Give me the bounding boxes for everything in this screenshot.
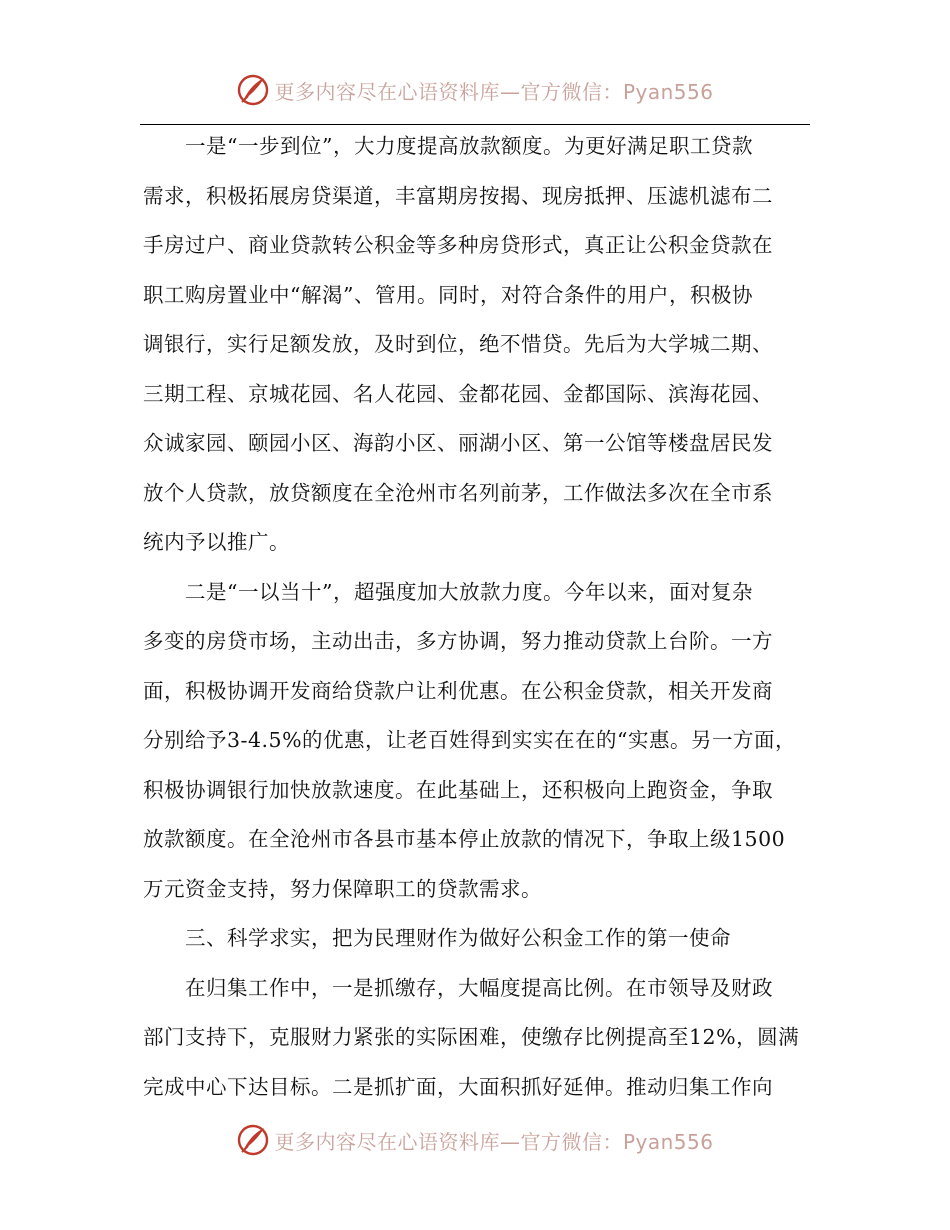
text-line: 手房过户、商业贷款转公积金等多种房贷形式，真正让公积金贷款在 — [143, 233, 773, 257]
quill-pen-in-circle-icon — [236, 1123, 270, 1157]
text-line: 部门支持下，克服财力紧张的实际困难，使缴存比例提高至12%，圆满 — [143, 1025, 800, 1049]
header-banner — [0, 70, 950, 110]
text-line: 完成中心下达目标。二是抓扩面，大面积抓好延伸。推动归集工作向 — [143, 1074, 773, 1099]
text-line: 多变的房贷市场，主动出击，多方协调，努力推动贷款上台阶。一方 — [143, 629, 773, 653]
text-line: 职工购房置业中“解渴”、管用。同时，对符合条件的用户，积极协 — [143, 282, 753, 307]
text-line: 面，积极协调开发商给贷款户让利优惠。在公积金贷款，相关开发商 — [143, 678, 773, 703]
quill-pen-in-circle-icon — [236, 73, 270, 107]
text-line: 在归集工作中，一是抓缴存，大幅度提高比例。在市领导及财政 — [185, 975, 773, 1000]
section-heading: 三、科学求实，把为民理财作为做好公积金工作的第一使命 — [185, 926, 731, 950]
text-line: 三期工程、京城花园、名人花园、金都花园、金都国际、滨海花园、 — [143, 381, 773, 406]
text-line: 万元资金支持，努力保障职工的贷款需求。 — [143, 876, 542, 901]
footer-banner — [0, 1120, 950, 1160]
text-line: 调银行，实行足额发放，及时到位，绝不惜贷。先后为大学城二期、 — [143, 332, 773, 356]
header-banner-text: 更多内容尽在心语资料库—官方微信：Pyan556 — [274, 79, 714, 104]
text-line: 积极协调银行加快放款速度。在此基础上，还积极向上跑资金，争取 — [143, 777, 773, 802]
document-body — [143, 122, 808, 1112]
text-line: 众诚家园、颐园小区、海韵小区、丽湖小区、第一公馆等楼盘居民发 — [143, 431, 773, 455]
text-line: 二是“一以当十”，超强度加大放款力度。今年以来，面对复杂 — [185, 579, 753, 604]
text-line: 分别给予3-4.5%的优惠，让老百姓得到实实在在的“实惠。另一方面， — [143, 728, 797, 752]
text-line: 一是“一步到位”，大力度提高放款额度。为更好满足职工贷款 — [185, 134, 753, 158]
text-line: 统内予以推广。 — [143, 530, 290, 554]
text-line: 需求，积极拓展房贷渠道，丰富期房按揭、现房抵押、压滤机滤布二 — [143, 183, 773, 208]
footer-banner-text: 更多内容尽在心语资料库—官方微信：Pyan556 — [274, 1129, 714, 1154]
text-line: 放个人贷款，放贷额度在全沧州市名列前茅，工作做法多次在全市系 — [143, 480, 773, 505]
text-line: 放款额度。在全沧州市各县市基本停止放款的情况下，争取上级1500 — [143, 827, 786, 851]
